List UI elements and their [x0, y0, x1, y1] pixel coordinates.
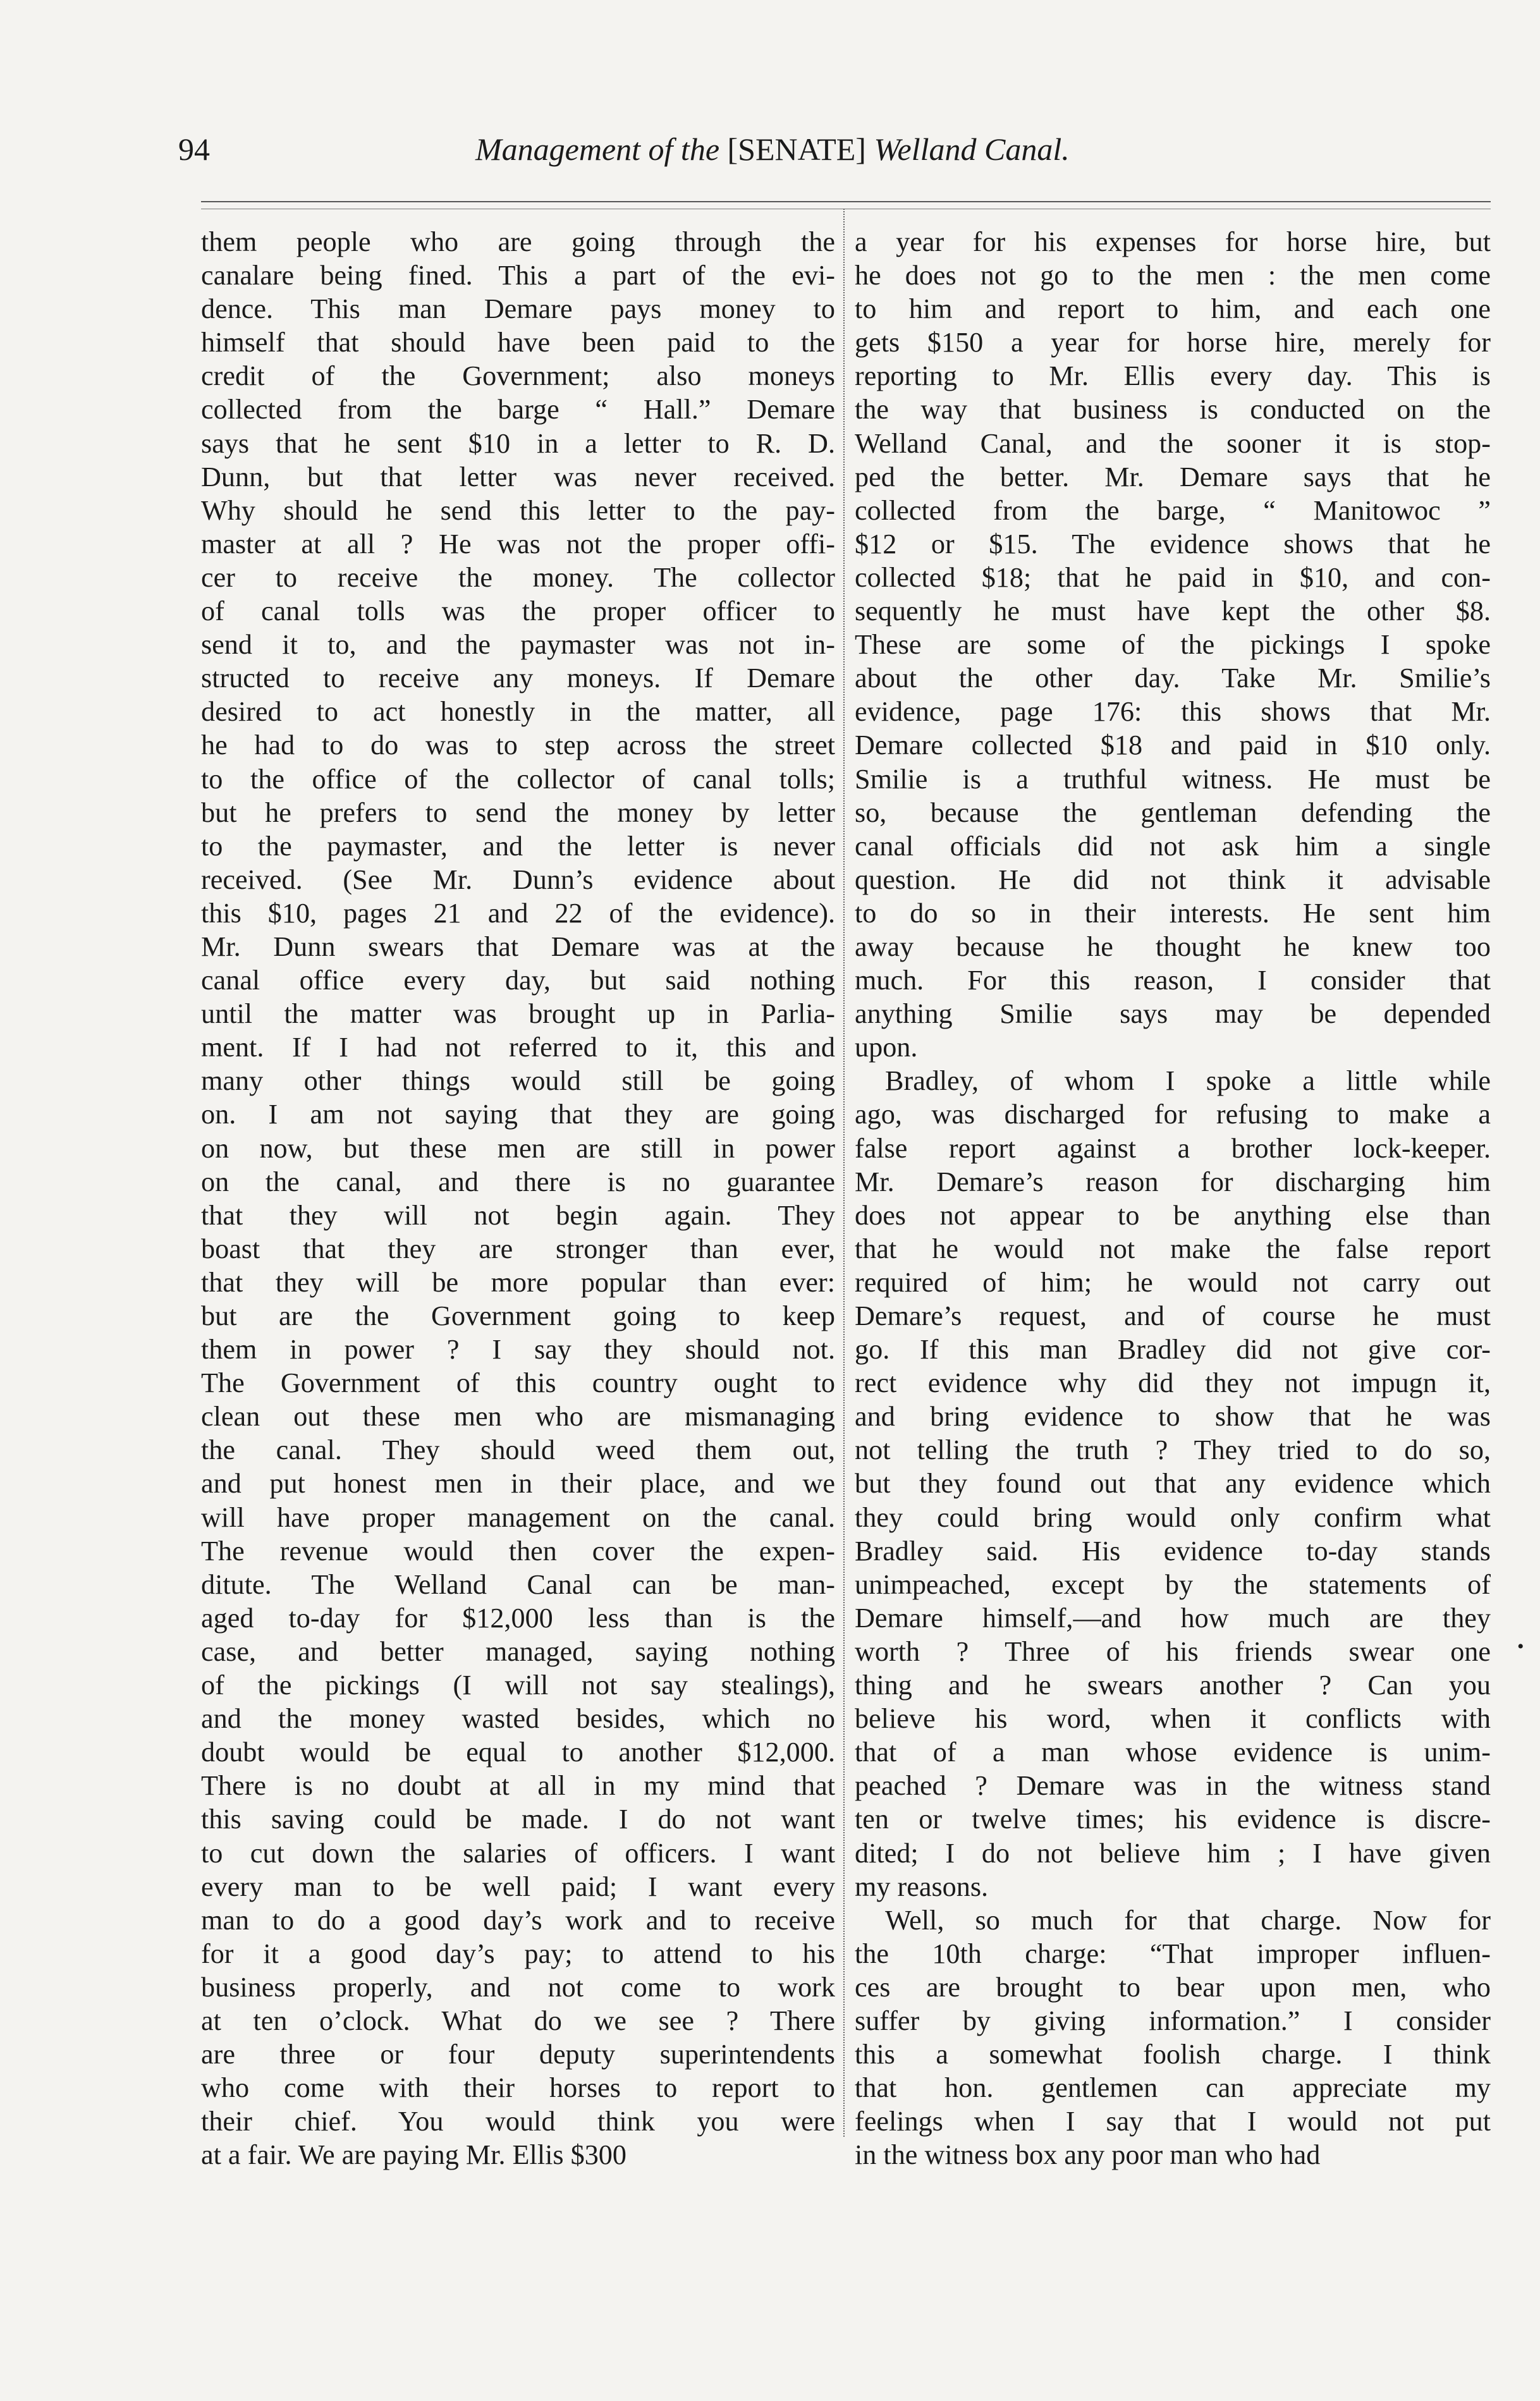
text-line: this a somewhat foolish charge. I think	[855, 2039, 1491, 2070]
text-line: at a fair. We are paying Mr. Ellis $300	[201, 2139, 626, 2171]
text-line: the way that business is conducted on the	[855, 394, 1491, 425]
text-line: to do so in their interests. He sent him	[855, 897, 1491, 929]
text-line: this saving could be made. I do not want	[201, 1804, 835, 1835]
text-line: ten or twelve times; his evidence is discre-	[855, 1804, 1491, 1835]
text-line: ago, was discharged for refusing to make a	[855, 1099, 1491, 1130]
text-line: but are the Government going to keep	[201, 1300, 835, 1331]
text-line: Demare’s request, and of course he must	[855, 1300, 1491, 1331]
text-line: he had to do was to step across the street	[201, 730, 835, 761]
text-line: Demare collected $18 and paid in $10 only.	[855, 730, 1491, 761]
text-line: evidence, page 176: this shows that Mr.	[855, 696, 1491, 728]
text-line: this $10, pages 21 and 22 of the evidence).	[201, 897, 835, 929]
running-title-senate: [SENATE]	[727, 131, 866, 167]
text-line: received. (See Mr. Dunn’s evidence about	[201, 864, 835, 895]
text-line: himself that should have been paid to the	[201, 327, 835, 358]
text-line: on. I am not saying that they are going	[201, 1099, 835, 1130]
text-line: about the other day. Take Mr. Smilie’s	[855, 663, 1491, 694]
text-line: to cut down the salaries of officers. I want	[201, 1837, 835, 1869]
text-line: ditute. The Welland Canal can be man-	[201, 1568, 835, 1600]
text-line: Mr. Demare’s reason for discharging him	[855, 1166, 1491, 1197]
text-line: the canal. They should weed them out,	[201, 1434, 835, 1466]
text-line: structed to receive any moneys. If Demare	[201, 663, 835, 694]
running-title-part3: Welland Canal.	[874, 131, 1070, 167]
text-line: business properly, and not come to work	[201, 1971, 835, 2003]
text-line: collected from the barge, “ Manitowoc ”	[855, 494, 1491, 526]
text-line: the 10th charge: “That improper influen-	[855, 1938, 1491, 1969]
right-column	[855, 225, 1491, 2172]
page-number: 94	[178, 131, 210, 167]
text-line: them people who are going through the	[201, 226, 835, 257]
text-line: The Government of this country ought to	[201, 1367, 835, 1399]
text-line: he does not go to the men : the men come	[855, 260, 1491, 291]
text-line: says that he sent $10 in a letter to R. D.	[201, 427, 835, 459]
text-line: cer to receive the money. The collector	[201, 561, 835, 593]
text-line: every man to be well paid; I want every	[201, 1871, 835, 1902]
text-line: that he would not make the false report	[855, 1233, 1491, 1264]
column-divider	[843, 209, 845, 2137]
text-line: Dunn, but that letter was never received.	[201, 461, 835, 492]
text-line: and the money wasted besides, which no	[201, 1703, 835, 1735]
text-line: ment. If I had not referred to it, this and	[201, 1032, 835, 1063]
text-line: does not appear to be anything else than	[855, 1199, 1491, 1231]
text-line: peached ? Demare was in the witness stand	[855, 1770, 1491, 1802]
text-line: who come with their horses to report to	[201, 2072, 835, 2104]
text-line: suffer by giving information.” I consider	[855, 2005, 1491, 2036]
text-line: in the witness box any poor man who had	[855, 2139, 1321, 2171]
text-line: doubt would be equal to another $12,000.	[201, 1737, 835, 1768]
text-line: Bradley, of whom I spoke a little while	[885, 1065, 1491, 1097]
text-line: canal officials did not ask him a single	[855, 830, 1491, 862]
text-line: on the canal, and there is no guarantee	[201, 1166, 835, 1197]
text-line: that hon. gentlemen can appreciate my	[855, 2072, 1491, 2104]
running-title-part1: Management of the	[475, 131, 720, 167]
text-line: believe his word, when it conflicts with	[855, 1703, 1491, 1735]
text-line: required of him; he would not carry out	[855, 1266, 1491, 1298]
text-line: they could bring would only confirm what	[855, 1501, 1491, 1533]
text-line: collected from the barge “ Hall.” Demare	[201, 394, 835, 425]
text-line: on now, but these men are still in power	[201, 1132, 835, 1164]
text-line: send it to, and the paymaster was not in-	[201, 629, 835, 661]
text-line: Well, so much for that charge. Now for	[885, 1904, 1491, 1936]
text-line: canal office every day, but said nothing	[201, 965, 835, 996]
text-line: of canal tolls was the proper officer to	[201, 596, 835, 627]
text-line: until the matter was brought up in Parlia-	[201, 998, 835, 1030]
text-line: feelings when I say that I would not put	[855, 2106, 1491, 2137]
text-line: not telling the truth ? They tried to do so,	[855, 1434, 1491, 1466]
text-line: of the pickings (I will not say stealings),	[201, 1670, 835, 1701]
text-line: many other things would still be going	[201, 1065, 835, 1097]
text-line: collected $18; that he paid in $10, and con-	[855, 561, 1491, 593]
text-line: Bradley said. His evidence to-day stands	[855, 1535, 1491, 1567]
text-line: The revenue would then cover the expen-	[201, 1535, 835, 1567]
text-line: Smilie is a truthful witness. He must be	[855, 763, 1491, 795]
text-line: aged to-day for $12,000 less than is the	[201, 1602, 835, 1634]
text-line: anything Smilie says may be depended	[855, 998, 1491, 1030]
text-line: reporting to Mr. Ellis every day. This is	[855, 360, 1491, 392]
text-line: that they will be more popular than ever:	[201, 1266, 835, 1298]
text-line: man to do a good day’s work and to receive	[201, 1904, 835, 1936]
text-line: desired to act honestly in the matter, all	[201, 696, 835, 728]
text-line: worth ? Three of his friends swear one	[855, 1635, 1491, 1667]
text-line: rect evidence why did they not impugn it,	[855, 1367, 1491, 1399]
text-line: sequently he must have kept the other $8.	[855, 596, 1491, 627]
text-line: my reasons.	[855, 1871, 989, 1902]
text-line: ped the better. Mr. Demare says that he	[855, 461, 1491, 492]
text-line: their chief. You would think you were	[201, 2106, 835, 2137]
header-rule	[201, 201, 1491, 202]
text-line: false report against a brother lock-keeper.	[855, 1132, 1491, 1164]
text-line: boast that they are stronger than ever,	[201, 1233, 835, 1264]
text-line: Why should he send this letter to the pay-	[201, 494, 835, 526]
text-line: much. For this reason, I consider that	[855, 965, 1491, 996]
text-line: that they will not begin again. They	[201, 1199, 835, 1231]
text-line: away because he thought he knew too	[855, 931, 1491, 962]
running-header	[172, 130, 1540, 174]
text-line: that of a man whose evidence is unim-	[855, 1737, 1491, 1768]
text-line: at ten o’clock. What do we see ? There	[201, 2005, 835, 2036]
text-line: them in power ? I say they should not.	[201, 1334, 835, 1365]
text-line: clean out these men who are mismanaging	[201, 1401, 835, 1433]
left-column	[201, 225, 835, 2172]
text-line: credit of the Government; also moneys	[201, 360, 835, 392]
text-line: unimpeached, except by the statements of	[855, 1568, 1491, 1600]
text-line: go. If this man Bradley did not give cor-	[855, 1334, 1491, 1365]
margin-mark: •	[1517, 1636, 1524, 1657]
text-line: question. He did not think it advisable	[855, 864, 1491, 895]
text-line: case, and better managed, saying nothing	[201, 1635, 835, 1667]
text-line: There is no doubt at all in my mind that	[201, 1770, 835, 1802]
text-line: thing and he swears another ? Can you	[855, 1670, 1491, 1701]
text-line: to him and report to him, and each one	[855, 293, 1491, 325]
text-line: Mr. Dunn swears that Demare was at the	[201, 931, 835, 962]
text-line: to the office of the collector of canal tolls;	[201, 763, 835, 795]
text-line: Welland Canal, and the sooner it is stop-	[855, 427, 1491, 459]
text-line: ces are brought to bear upon men, who	[855, 1971, 1491, 2003]
text-line: Demare himself,—and how much are they	[855, 1602, 1491, 1634]
text-line: for it a good day’s pay; to attend to his	[201, 1938, 835, 1969]
text-line: will have proper management on the canal.	[201, 1501, 835, 1533]
text-line: dence. This man Demare pays money to	[201, 293, 835, 325]
text-line: $12 or $15. The evidence shows that he	[855, 528, 1491, 559]
text-line: gets $150 a year for horse hire, merely for	[855, 327, 1491, 358]
text-line: so, because the gentleman defending the	[855, 797, 1491, 828]
text-line: and bring evidence to show that he was	[855, 1401, 1491, 1433]
text-line: master at all ? He was not the proper offi-	[201, 528, 835, 559]
text-line: are three or four deputy superintendents	[201, 2039, 835, 2070]
text-line: dited; I do not believe him ; I have given	[855, 1837, 1491, 1869]
text-line: canalare being fined. This a part of the evi-	[201, 260, 835, 291]
text-line: to the paymaster, and the letter is never	[201, 830, 835, 862]
running-title	[475, 130, 1329, 168]
text-line: a year for his expenses for horse hire, but	[855, 226, 1491, 257]
text-line: but he prefers to send the money by letter	[201, 797, 835, 828]
text-line: but they found out that any evidence which	[855, 1468, 1491, 1500]
text-line: These are some of the pickings I spoke	[855, 629, 1491, 661]
text-line: upon.	[855, 1032, 918, 1063]
text-line: and put honest men in their place, and we	[201, 1468, 835, 1500]
